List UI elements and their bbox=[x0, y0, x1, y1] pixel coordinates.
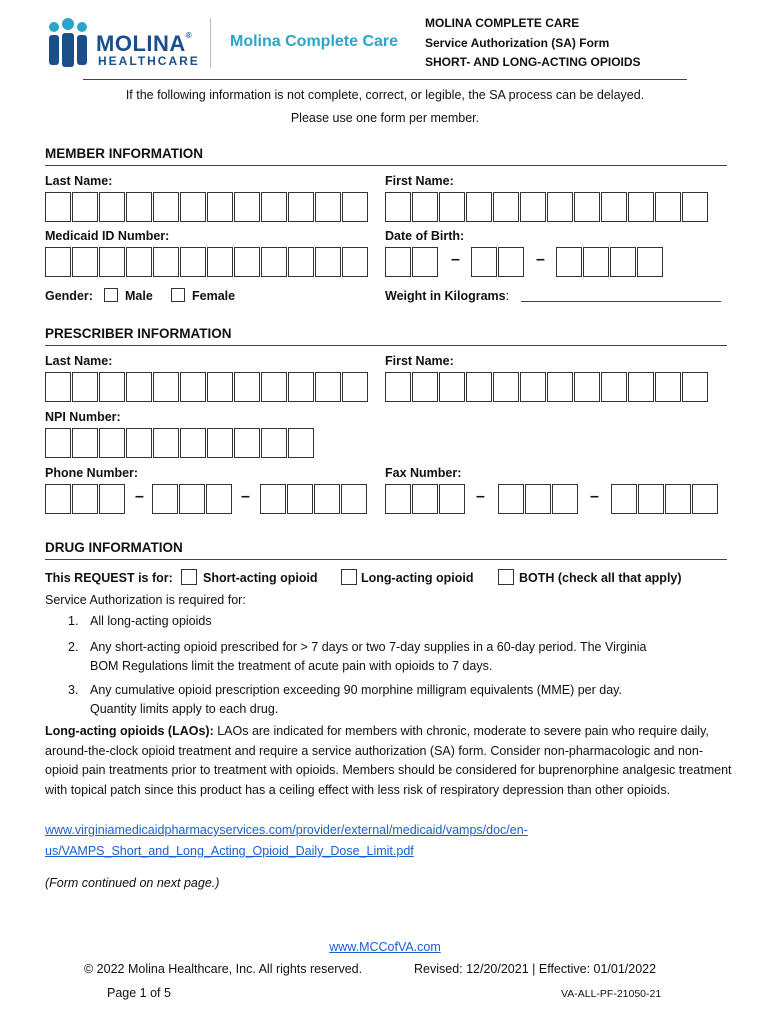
fax-line-field[interactable] bbox=[611, 484, 719, 514]
gender-male-label: Male bbox=[125, 289, 153, 303]
prescriber-first-name-label: First Name: bbox=[385, 354, 454, 368]
weight-label-text: Weight in Kilograms bbox=[385, 289, 506, 303]
form-title-line2: Service Authorization (SA) Form bbox=[425, 36, 610, 50]
prescriber-last-name-label: Last Name: bbox=[45, 354, 113, 368]
list-item-3 bbox=[68, 681, 622, 716]
vamps-link-line2[interactable]: us/VAMPS_Short_and_Long_Acting_Opioid_Daily_Dose_Limit.pdf bbox=[45, 844, 414, 858]
logo-name: MOLINA® bbox=[96, 31, 193, 56]
gender-female-label: Female bbox=[192, 289, 236, 303]
weight-label bbox=[385, 289, 509, 303]
list-item-3-line1: Any cumulative opioid prescription exceeding 90 morphine milligram equivalents (MME) per day. bbox=[90, 683, 622, 697]
footer-website-link[interactable]: www.MCCofVA.com bbox=[329, 940, 441, 954]
lao-paragraph bbox=[45, 722, 735, 800]
prescriber-info-heading: PRESCRIBER INFORMATION bbox=[45, 326, 232, 341]
phone-separator-1: – bbox=[135, 488, 144, 505]
footer-copyright: © 2022 Molina Healthcare, Inc. All rights reserved. bbox=[84, 962, 363, 976]
lao-body: LAOs are indicated for members with chronic, moderate to severe pain who require daily, around-the-clock opioid treatment and require a service authorization (SA) form. Consider non-pharmacologic and non-opioid pain treatments prior to treatment with opioids. Members should be considered for buprenorphine analgesic treatment with topical patch since this product has a ceiling effect with less risk of respiratory depression than other opioids. bbox=[45, 724, 732, 797]
prescriber-first-name-field[interactable] bbox=[385, 372, 709, 402]
brand-name: Molina Complete Care bbox=[230, 33, 399, 50]
gender-label: Gender: bbox=[45, 289, 93, 303]
phone-line-field[interactable] bbox=[260, 484, 368, 514]
weight-input-line[interactable] bbox=[521, 301, 721, 302]
vamps-link-line1[interactable]: www.virginiamedicaidpharmacyservices.com/provider/external/medicaid/vamps/doc/en- bbox=[45, 823, 528, 837]
fax-prefix-field[interactable] bbox=[498, 484, 579, 514]
logo-sub: HEALTHCARE bbox=[98, 54, 200, 68]
footer-page-number: Page 1 of 5 bbox=[107, 986, 171, 1000]
dob-separator-1: – bbox=[451, 251, 460, 268]
list-item-1-num: 1. bbox=[68, 614, 79, 628]
sa-required-text: Service Authorization is required for: bbox=[45, 593, 246, 607]
form-title-line3: SHORT- AND LONG-ACTING OPIOIDS bbox=[425, 55, 641, 69]
both-label: BOTH (check all that apply) bbox=[519, 571, 682, 585]
prescriber-rule bbox=[45, 345, 727, 346]
phone-area-field[interactable] bbox=[45, 484, 126, 514]
list-item-3-num: 3. bbox=[68, 683, 79, 697]
member-info-heading: MEMBER INFORMATION bbox=[45, 146, 203, 161]
npi-label: NPI Number: bbox=[45, 410, 121, 424]
fax-separator-2: – bbox=[590, 488, 599, 505]
npi-field[interactable] bbox=[45, 428, 315, 458]
long-acting-label: Long-acting opioid bbox=[361, 571, 474, 585]
member-first-name-field[interactable] bbox=[385, 192, 709, 222]
intro-line1: If the following information is not complete, correct, or legible, the SA process can be delayed. bbox=[125, 88, 645, 102]
long-acting-checkbox[interactable] bbox=[341, 569, 357, 585]
phone-separator-2: – bbox=[241, 488, 250, 505]
weight-label-colon: : bbox=[505, 289, 510, 303]
fax-label: Fax Number: bbox=[385, 466, 462, 480]
dob-label: Date of Birth: bbox=[385, 229, 465, 243]
member-first-name-label: First Name: bbox=[385, 174, 454, 188]
header-divider bbox=[210, 18, 211, 68]
list-item-1-text: All long-acting opioids bbox=[90, 614, 212, 628]
list-item-2-line1: Any short-acting opioid prescribed for > 7 days or two 7-day supplies in a 60-day period. The Virginia bbox=[90, 640, 647, 654]
short-acting-label: Short-acting opioid bbox=[203, 571, 318, 585]
footer-revised: Revised: 12/20/2021 | Effective: 01/01/2022 bbox=[414, 962, 657, 976]
form-continued-note: (Form continued on next page.) bbox=[45, 876, 220, 890]
fax-separator-1: – bbox=[476, 488, 485, 505]
phone-label: Phone Number: bbox=[45, 466, 139, 480]
drug-rule bbox=[45, 559, 727, 560]
dob-month-field[interactable] bbox=[385, 247, 439, 277]
list-item-2-line2: BOM Regulations limit the treatment of acute pain with opioids to 7 days. bbox=[90, 659, 493, 673]
dob-day-field[interactable] bbox=[471, 247, 525, 277]
member-last-name-field[interactable] bbox=[45, 192, 369, 222]
request-label: This REQUEST is for: bbox=[45, 571, 173, 585]
medicaid-id-field[interactable] bbox=[45, 247, 369, 277]
header-rule bbox=[83, 79, 687, 80]
both-checkbox[interactable] bbox=[498, 569, 514, 585]
form-title-line1: MOLINA COMPLETE CARE bbox=[425, 16, 580, 30]
fax-area-field[interactable] bbox=[385, 484, 466, 514]
footer-form-code: VA-ALL-PF-21050-21 bbox=[561, 988, 662, 1000]
list-item-2 bbox=[68, 638, 647, 673]
list-item-2-num: 2. bbox=[68, 640, 79, 654]
member-last-name-label: Last Name: bbox=[45, 174, 113, 188]
vamps-link[interactable] bbox=[45, 820, 528, 862]
people-logo-icon bbox=[44, 18, 96, 70]
dob-separator-2: – bbox=[536, 251, 545, 268]
list-item-1 bbox=[68, 614, 212, 628]
medicaid-id-label: Medicaid ID Number: bbox=[45, 229, 170, 243]
member-rule bbox=[45, 165, 727, 166]
phone-prefix-field[interactable] bbox=[152, 484, 233, 514]
drug-info-heading: DRUG INFORMATION bbox=[45, 540, 183, 555]
gender-female-checkbox[interactable] bbox=[171, 288, 185, 302]
intro-line2: Please use one form per member. bbox=[290, 111, 480, 125]
dob-year-field[interactable] bbox=[556, 247, 664, 277]
short-acting-checkbox[interactable] bbox=[181, 569, 197, 585]
list-item-3-line2: Quantity limits apply to each drug. bbox=[90, 702, 279, 716]
prescriber-last-name-field[interactable] bbox=[45, 372, 369, 402]
lao-heading: Long-acting opioids (LAOs): bbox=[45, 724, 214, 738]
logo-registered: ® bbox=[185, 31, 193, 40]
gender-male-checkbox[interactable] bbox=[104, 288, 118, 302]
